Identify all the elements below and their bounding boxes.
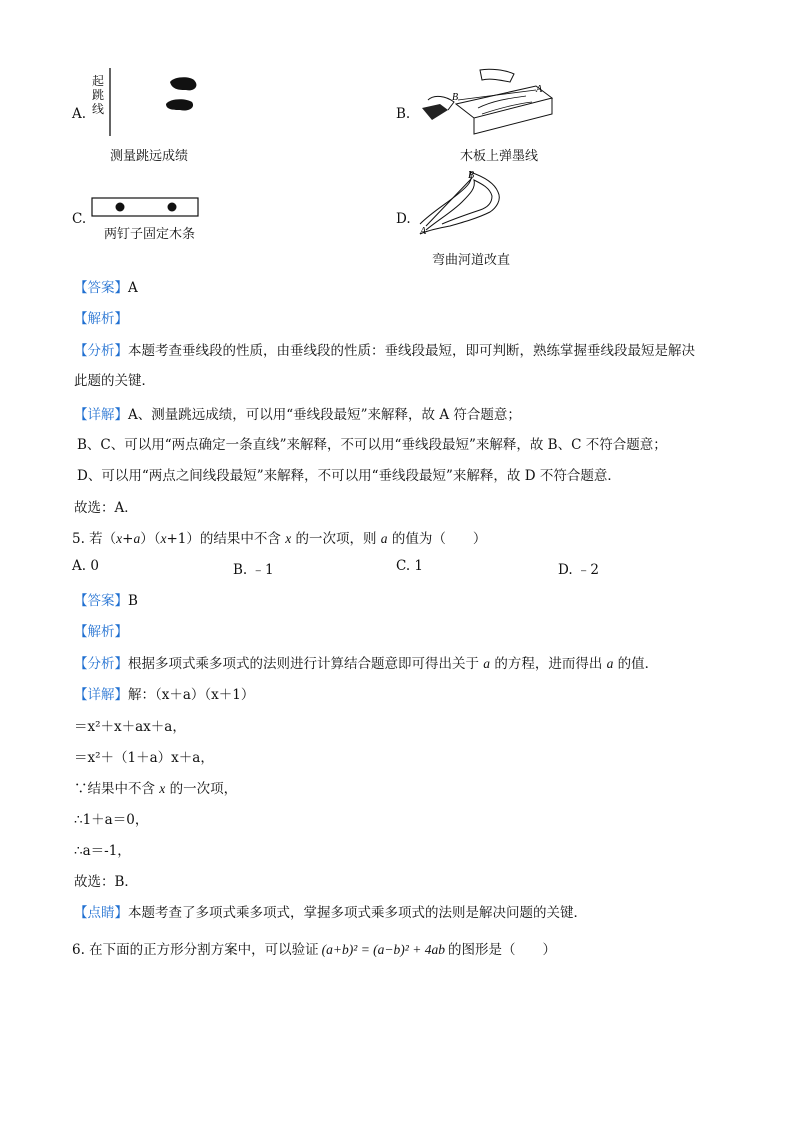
nailed-strip-figure — [90, 196, 202, 218]
q4-fenxi-line1: 【分析】本题考查垂线段的性质，由垂线段的性质：垂线段最短，即可判断，熟练掌握垂线段最短是解决 — [74, 343, 695, 359]
q5-option-c: C. 1 — [396, 558, 424, 574]
figure-c-caption: 两钉子固定木条 — [104, 227, 196, 242]
wood-ink-line-figure — [418, 64, 558, 140]
q4-detail-tag: 【详解】 — [74, 407, 128, 423]
q6-stem: 6. 在下面的正方形分割方案中，可以验证 (a+b)² = (a−b)² + 4ab 的图形是（ ） — [72, 942, 556, 958]
river-point-a: A — [420, 226, 427, 237]
q5-option-a: A. 0 — [72, 558, 99, 574]
figure-b-caption: 木板上弹墨线 — [460, 149, 539, 164]
wood-point-b: B — [452, 92, 459, 103]
q5-answer — [74, 589, 138, 609]
option-c-letter: C. — [72, 211, 87, 227]
q4-choose: 故选：A． — [74, 500, 138, 516]
q5-choose: 故选：B． — [74, 874, 138, 890]
q5-answer-value: B — [128, 593, 138, 609]
wood-point-a: A — [536, 84, 543, 95]
takeoff-line-label: 起跳线 — [92, 74, 105, 116]
q4-detail-line1: 【详解】A、测量跳远成绩，可以用“垂线段最短”来解释，故 A 符合题意； — [74, 407, 521, 423]
q4-analysis-tag: 【解析】 — [74, 311, 128, 327]
q5-step-4: ∴1＋a＝0， — [74, 812, 149, 828]
river-point-b: B — [468, 170, 475, 181]
option-a-letter: A. — [72, 106, 87, 122]
river-straightening-figure — [412, 168, 522, 244]
q5-detail-tag: 【详解】 — [74, 687, 128, 703]
q5-detail: 【详解】解：（x＋a）（x＋1） — [74, 687, 255, 703]
q5-step-3: ∵结果中不含 x 的一次项， — [74, 781, 238, 797]
q5-stem: 5. 若（x+a）（x+1）的结果中不含 x 的一次项，则 a 的值为（ ） — [72, 531, 487, 547]
q5-step-1: ＝x²＋x＋ax＋a， — [74, 719, 186, 735]
q5-option-d: D. ﹣2 — [558, 562, 600, 578]
q6-formula: (a+b)² = (a−b)² + 4ab — [321, 942, 445, 957]
q5-dianjing-tag: 【点睛】 — [74, 905, 128, 921]
q4-answer-tag: 【答案】 — [74, 280, 128, 296]
q4-fenxi-tag: 【分析】 — [74, 343, 128, 359]
q5-answer-tag: 【答案】 — [74, 593, 128, 609]
q4-detail-line2: B、C、可以用“两点确定一条直线”来解释，不可以用“垂线段最短”来解释，故 B、C 不符合题意； — [77, 437, 667, 453]
q5-step-2: ＝x²＋（1＋a）x＋a， — [74, 750, 214, 766]
option-b-letter: B. — [396, 106, 411, 122]
q4-fenxi-line2: 此题的关键． — [74, 373, 155, 389]
option-d-letter: D. — [396, 211, 411, 227]
q5-dianjing: 【点睛】本题考查了多项式乘多项式，掌握多项式乘多项式的法则是解决问题的关键． — [74, 905, 587, 921]
figure-d-caption: 弯曲河道改直 — [432, 253, 511, 268]
q5-option-b: B. ﹣1 — [233, 562, 274, 578]
figure-a-caption: 测量跳远成绩 — [110, 149, 189, 164]
q5-fenxi: 【分析】根据多项式乘多项式的法则进行计算结合题意即可得出关于 a 的方程，进而得出 a 的值． — [74, 656, 659, 672]
q5-step-5: ∴a＝-1， — [74, 843, 131, 859]
q4-answer — [74, 276, 138, 296]
q5-fenxi-tag: 【分析】 — [74, 656, 128, 672]
q5-analysis-tag: 【解析】 — [74, 624, 128, 640]
q4-answer-value: A — [128, 280, 138, 296]
long-jump-figure — [108, 68, 208, 138]
q4-detail-line3: D、可以用“两点之间线段最短”来解释，不可以用“垂线段最短”来解释，故 D 不符合题意． — [77, 468, 621, 484]
